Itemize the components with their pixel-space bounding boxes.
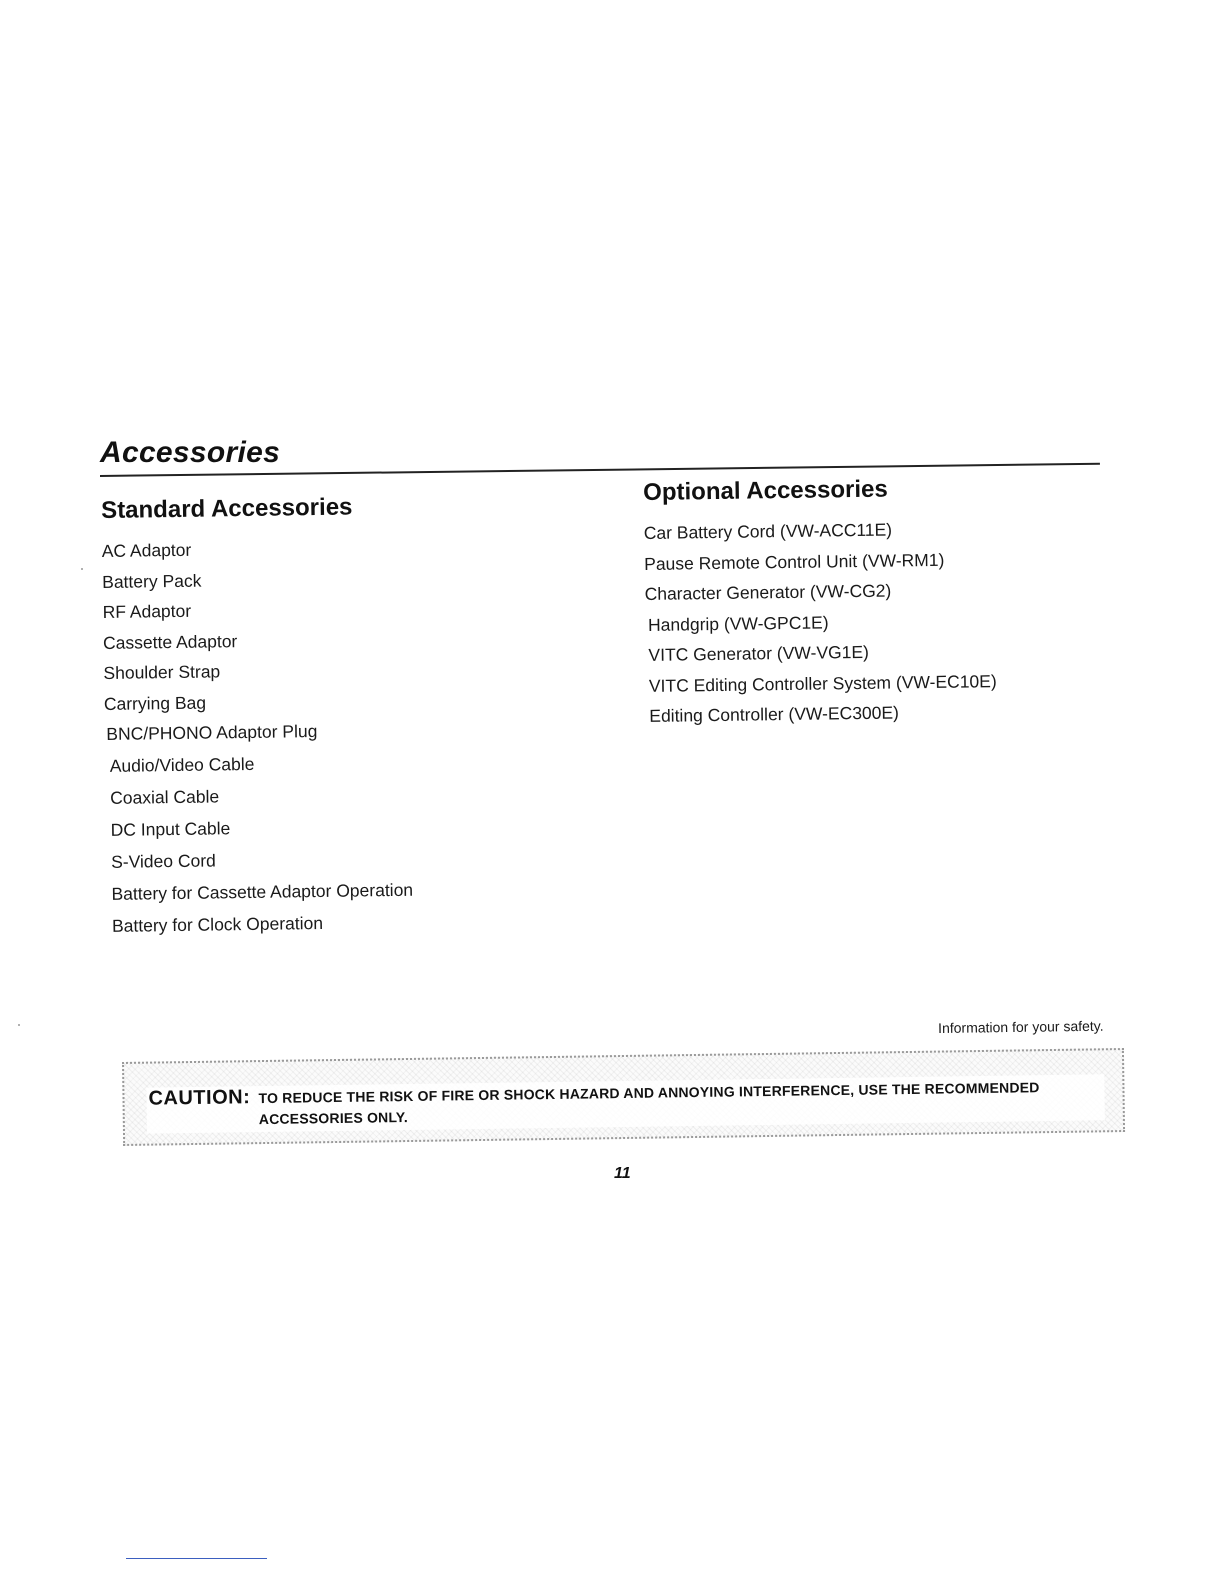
list-item: Battery for Cassette Adaptor Operation — [111, 879, 414, 904]
standard-accessories-list — [102, 530, 558, 942]
caution-box — [122, 1048, 1125, 1146]
list-item: Pause Remote Control Unit (VW-RM1) — [644, 549, 945, 574]
list-item: S-Video Cord — [110, 849, 216, 872]
caution-text: TO REDUCE THE RISK OF FIRE OR SHOCK HAZARD AND ANNOYING INTERFERENCE, USE THE RECOMMENDED ACCESSORIES ONLY. — [258, 1079, 1040, 1128]
page-title: Accessories — [100, 436, 281, 469]
list-item: AC Adaptor — [101, 539, 192, 561]
caution-content — [146, 1074, 1105, 1133]
page-number: 11 — [614, 1165, 631, 1182]
optional-accessories-list — [644, 511, 1127, 731]
list-item: DC Input Cable — [110, 817, 231, 840]
standard-accessories-section — [101, 490, 557, 942]
list-item: Cassette Adaptor — [102, 630, 238, 653]
list-item: Audio/Video Cable — [109, 753, 255, 776]
list-item: BNC/PHONO Adaptor Plug — [106, 721, 318, 744]
list-item: Coaxial Cable — [110, 785, 220, 808]
optional-accessories-heading: Optional Accessories — [643, 475, 888, 506]
list-item: Handgrip (VW-GPC1E) — [647, 611, 829, 635]
list-item: VITC Editing Controller System (VW-EC10E) — [648, 670, 997, 696]
standard-accessories-heading: Standard Accessories — [101, 493, 353, 524]
list-item: Shoulder Strap — [103, 661, 221, 683]
optional-accessories-section — [643, 471, 1126, 731]
list-item: Character Generator (VW-CG2) — [644, 580, 892, 604]
caution-label: CAUTION: — [148, 1086, 251, 1110]
bottom-divider — [126, 1558, 267, 1559]
list-item: VITC Generator (VW-VG1E) — [648, 641, 870, 665]
list-item: Car Battery Cord (VW-ACC11E) — [643, 519, 893, 543]
safety-note: Information for your safety. — [938, 1017, 1104, 1036]
list-item: RF Adaptor — [102, 600, 192, 622]
list-item: Carrying Bag — [103, 692, 207, 714]
scan-speck — [18, 1024, 20, 1026]
scan-speck — [81, 568, 83, 570]
list-item: Battery for Clock Operation — [111, 912, 324, 936]
list-item: Editing Controller (VW-EC300E) — [649, 702, 900, 726]
list-item: Battery Pack — [102, 570, 202, 592]
